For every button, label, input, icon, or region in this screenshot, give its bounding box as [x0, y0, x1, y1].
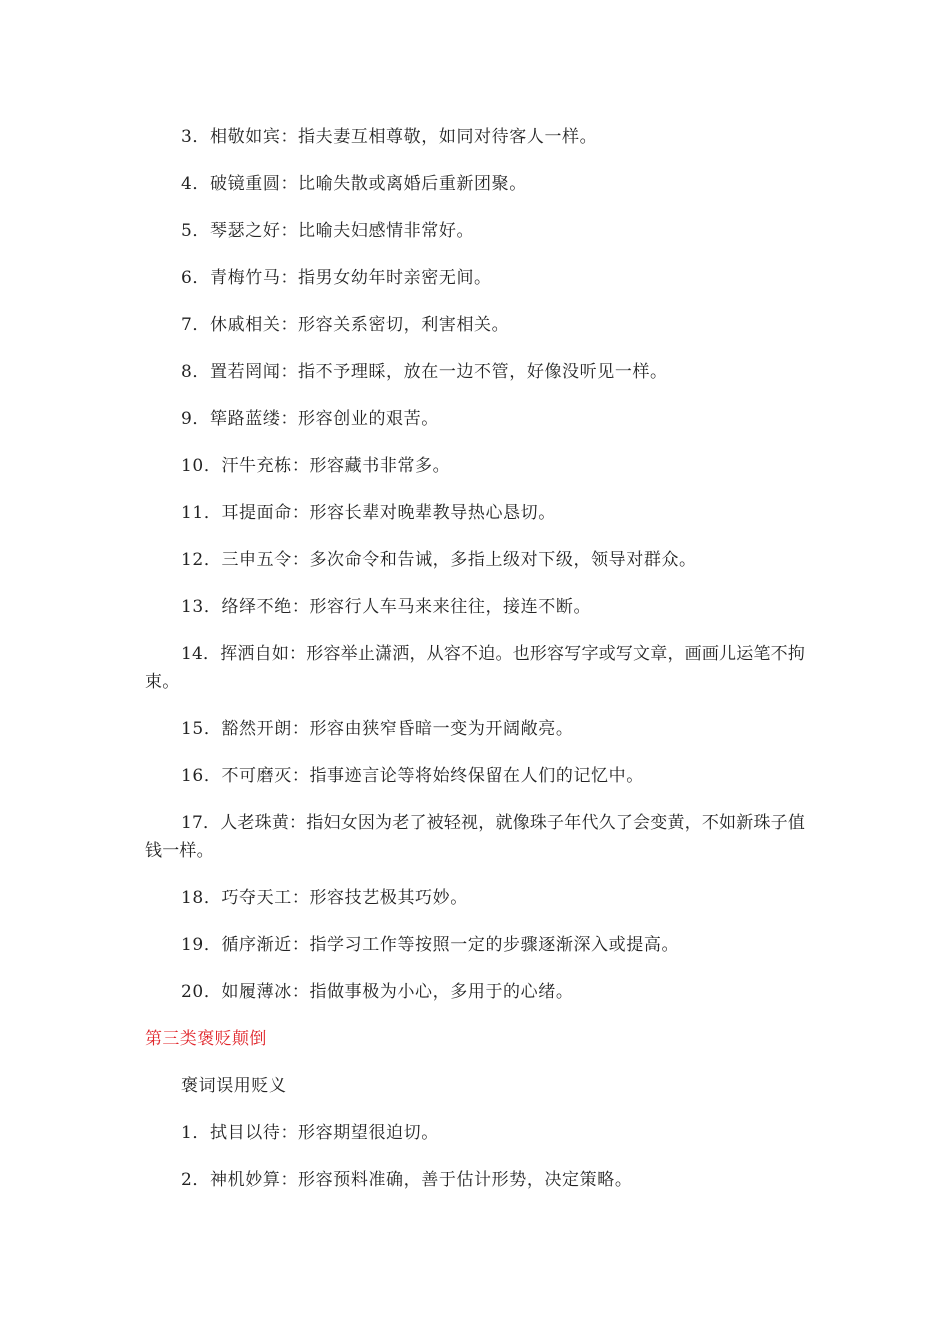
entry-separator: ：: [280, 268, 299, 288]
entry-number: 16．: [181, 766, 222, 786]
entry-term: 琴瑟之好: [210, 221, 281, 241]
entry-number: 11．: [181, 503, 222, 523]
entry-number: 17．: [181, 813, 221, 833]
entry-separator: ：: [291, 597, 310, 617]
idiom-entry-17: [145, 809, 815, 865]
entry-term: 破镜重圆: [210, 174, 281, 194]
entry-definition: 形容由狭窄昏暗一变为开阔敞亮。: [309, 719, 574, 739]
entry-number: 14．: [181, 644, 221, 664]
idiom-entry-19: [145, 931, 815, 959]
entry-term: 络绎不绝: [221, 597, 292, 617]
idiom-entry-18: [145, 884, 815, 912]
document-body: [145, 123, 815, 1194]
entry-term: 循序渐近: [221, 935, 292, 955]
entry-term: 三申五令: [221, 550, 292, 570]
entry-number: 8．: [181, 362, 211, 382]
idiom-entry-15: [145, 715, 815, 743]
entry-definition: 形容期望很迫切。: [298, 1123, 439, 1143]
entry-separator: ：: [291, 982, 310, 1002]
idiom-entry-20: [145, 978, 815, 1006]
entry-term: 置若罔闻: [210, 362, 281, 382]
entry-number: 10．: [181, 456, 222, 476]
entry-definition: 多次命令和告诫，多指上级对下级，领导对群众。: [309, 550, 697, 570]
entry-number: 20．: [181, 982, 222, 1002]
entry-definition: 指妇女因为老了被轻视，就像珠子年代久了会变黄，不如新珠子值钱一样。: [145, 813, 806, 861]
idiom-entry-10: [145, 452, 815, 480]
idiom-entry-8: [145, 358, 815, 386]
idiom-entry-9: [145, 405, 815, 433]
entry-term: 豁然开朗: [221, 719, 292, 739]
entry-separator: ：: [291, 719, 310, 739]
entry-term: 耳提面命: [221, 503, 292, 523]
entry-separator: ：: [280, 362, 299, 382]
idiom-entry-11: [145, 499, 815, 527]
entry-separator: ：: [291, 550, 310, 570]
entry-separator: ：: [291, 935, 310, 955]
entry-definition: 形容藏书非常多。: [309, 456, 451, 476]
entry-separator: ：: [280, 315, 299, 335]
entry-definition: 指事迹言论等将始终保留在人们的记忆中。: [309, 766, 644, 786]
idiom-entry-2: [145, 1166, 815, 1194]
entry-number: 9．: [181, 409, 211, 429]
entry-term: 神机妙算: [210, 1170, 281, 1190]
entry-definition: 比喻失散或离婚后重新团聚。: [298, 174, 527, 194]
section-heading: 第三类褒贬颠倒: [145, 1029, 267, 1049]
entry-definition: 指男女幼年时亲密无间。: [298, 268, 492, 288]
entry-term: 拭目以待: [210, 1123, 281, 1143]
entry-number: 6．: [181, 268, 211, 288]
entry-number: 19．: [181, 935, 222, 955]
entry-number: 4．: [181, 174, 211, 194]
entry-definition: 形容预料准确，善于估计形势，决定策略。: [298, 1170, 633, 1190]
entry-definition: 形容举止潇洒，从容不迫。也形容写字或写文章，画画儿运笔不拘束。: [145, 644, 806, 692]
entry-separator: ：: [280, 1170, 299, 1190]
idiom-entry-16: [145, 762, 815, 790]
entry-term: 巧夺天工: [221, 888, 292, 908]
entry-number: 13．: [181, 597, 222, 617]
entry-separator: ：: [280, 409, 299, 429]
entry-number: 2．: [181, 1170, 211, 1190]
entry-definition: 形容创业的艰苦。: [298, 409, 439, 429]
entry-separator: ：: [280, 127, 299, 147]
idiom-entry-1: [145, 1119, 815, 1147]
entry-definition: 形容关系密切，利害相关。: [298, 315, 510, 335]
entry-definition: 指不予理睬，放在一边不管，好像没听见一样。: [298, 362, 668, 382]
idiom-entry-12: [145, 546, 815, 574]
idiom-entry-14: [145, 640, 815, 696]
entry-definition: 形容行人车马来来往往，接连不断。: [309, 597, 592, 617]
entry-term: 青梅竹马: [210, 268, 281, 288]
entry-definition: 指学习工作等按照一定的步骤逐渐深入或提高。: [309, 935, 680, 955]
idiom-entry-6: [145, 264, 815, 292]
entry-number: 15．: [181, 719, 222, 739]
entry-term: 休戚相关: [210, 315, 281, 335]
entry-term: 如履薄冰: [221, 982, 292, 1002]
idiom-entry-4: [145, 170, 815, 198]
entry-number: 3．: [181, 127, 211, 147]
entry-term: 汗牛充栋: [221, 456, 292, 476]
entry-separator: ：: [280, 1123, 299, 1143]
entry-number: 18．: [181, 888, 222, 908]
entry-number: 12．: [181, 550, 222, 570]
entry-term: 相敬如宾: [210, 127, 281, 147]
entry-term: 人老珠黄: [220, 813, 290, 833]
entry-definition: 指夫妻互相尊敬，如同对待客人一样。: [298, 127, 598, 147]
entry-term: 挥洒自如: [220, 644, 290, 664]
entry-separator: ：: [291, 766, 310, 786]
entry-separator: ：: [291, 503, 310, 523]
entry-separator: ：: [280, 221, 299, 241]
entry-separator: ：: [289, 813, 307, 833]
entry-definition: 形容技艺极其巧妙。: [309, 888, 468, 908]
section-subtitle: 褒词误用贬义: [181, 1076, 287, 1096]
entry-number: 1．: [181, 1123, 211, 1143]
idiom-entry-5: [145, 217, 815, 245]
entry-separator: ：: [291, 456, 310, 476]
entry-number: 5．: [181, 221, 211, 241]
entry-definition: 比喻夫妇感情非常好。: [298, 221, 475, 241]
idiom-entry-3: [145, 123, 815, 151]
idiom-entry-7: [145, 311, 815, 339]
entry-separator: ：: [280, 174, 299, 194]
entry-term: 不可磨灭: [221, 766, 292, 786]
entry-definition: 形容长辈对晚辈教导热心恳切。: [309, 503, 556, 523]
entry-separator: ：: [291, 888, 310, 908]
entry-separator: ：: [289, 644, 307, 664]
entry-term: 筚路蓝缕: [210, 409, 281, 429]
idiom-entry-13: [145, 593, 815, 621]
entry-number: 7．: [181, 315, 211, 335]
entry-definition: 指做事极为小心，多用于的心绪。: [309, 982, 574, 1002]
